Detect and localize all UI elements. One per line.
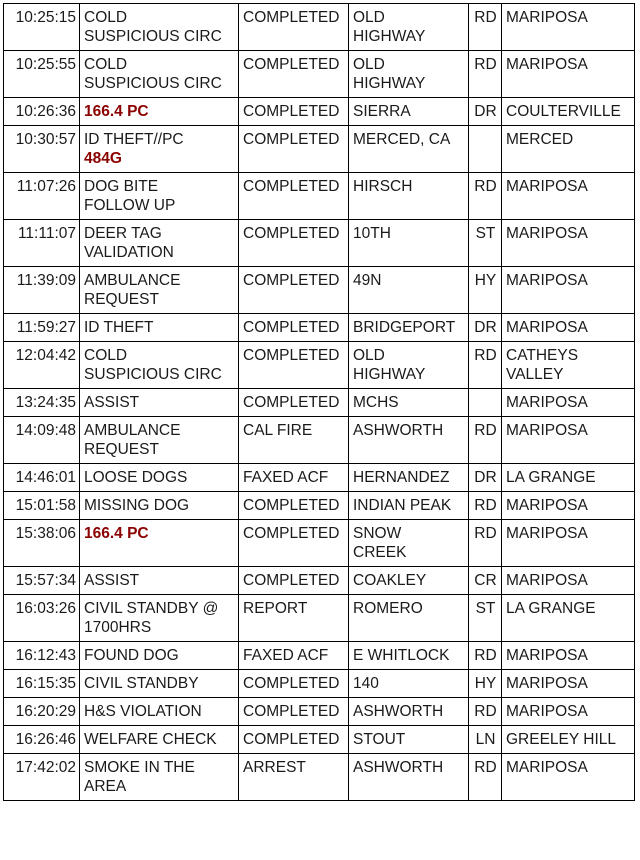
type-line: H&S VIOLATION	[84, 703, 202, 720]
city-cell	[502, 492, 635, 520]
street-line: 10TH	[353, 225, 391, 242]
table-row	[4, 726, 635, 754]
type-line: SMOKE IN THE	[84, 759, 195, 776]
incident-type-cell	[80, 567, 239, 595]
city-cell	[502, 98, 635, 126]
city-line: MARIPOSA	[506, 9, 588, 26]
type-line: SUSPICIOUS CIRC	[84, 75, 222, 92]
city-line: MARIPOSA	[506, 675, 588, 692]
city-cell	[502, 4, 635, 51]
city-line: MARIPOSA	[506, 56, 588, 73]
incident-type-cell	[80, 754, 239, 801]
time-cell: 11:59:27	[4, 314, 80, 342]
street-cell	[349, 267, 469, 314]
table-row	[4, 492, 635, 520]
street-suffix-cell: RD	[469, 754, 502, 801]
time-cell: 15:38:06	[4, 520, 80, 567]
street-suffix-cell: ST	[469, 220, 502, 267]
street-cell	[349, 220, 469, 267]
street-line: HERNANDEZ	[353, 469, 450, 486]
city-cell	[502, 314, 635, 342]
table-row	[4, 754, 635, 801]
street-cell	[349, 492, 469, 520]
city-cell	[502, 267, 635, 314]
incident-type-cell	[80, 595, 239, 642]
street-suffix-cell: RD	[469, 173, 502, 220]
street-line: ASHWORTH	[353, 759, 444, 776]
incident-type-cell	[80, 492, 239, 520]
time-cell: 10:25:15	[4, 4, 80, 51]
type-line: 166.4 PC	[84, 525, 149, 542]
city-cell	[502, 342, 635, 389]
street-suffix-cell: RD	[469, 520, 502, 567]
street-suffix-cell: DR	[469, 98, 502, 126]
city-line: MARIPOSA	[506, 572, 588, 589]
street-line: STOUT	[353, 731, 406, 748]
city-cell	[502, 220, 635, 267]
street-line: SIERRA	[353, 103, 411, 120]
street-line: 140	[353, 675, 379, 692]
table-row	[4, 389, 635, 417]
city-line: MERCED	[506, 131, 574, 148]
street-line: HIGHWAY	[353, 28, 426, 45]
incident-type-cell	[80, 417, 239, 464]
type-line: ID THEFT	[84, 319, 154, 336]
street-suffix-cell	[469, 126, 502, 173]
table-row	[4, 51, 635, 98]
street-cell	[349, 417, 469, 464]
city-line: MARIPOSA	[506, 272, 588, 289]
street-line: ASHWORTH	[353, 703, 444, 720]
street-suffix-cell	[469, 389, 502, 417]
table-row	[4, 642, 635, 670]
table-row	[4, 220, 635, 267]
type-line: COLD	[84, 347, 128, 364]
city-line: MARIPOSA	[506, 759, 588, 776]
time-cell: 11:39:09	[4, 267, 80, 314]
city-cell	[502, 173, 635, 220]
incident-type-cell	[80, 51, 239, 98]
street-suffix-cell: RD	[469, 698, 502, 726]
type-line: AMBULANCE	[84, 422, 181, 439]
status-cell: COMPLETED	[239, 389, 349, 417]
table-row	[4, 267, 635, 314]
incident-type-cell	[80, 726, 239, 754]
street-cell	[349, 389, 469, 417]
city-line: CATHEYS	[506, 347, 579, 364]
type-line: REQUEST	[84, 441, 159, 458]
time-cell: 10:26:36	[4, 98, 80, 126]
street-cell	[349, 98, 469, 126]
table-row	[4, 670, 635, 698]
street-cell	[349, 642, 469, 670]
street-suffix-cell: DR	[469, 314, 502, 342]
street-cell	[349, 464, 469, 492]
incident-type-cell	[80, 126, 239, 173]
street-cell	[349, 698, 469, 726]
street-line: BRIDGEPORT	[353, 319, 456, 336]
status-cell: FAXED ACF	[239, 464, 349, 492]
incident-type-cell	[80, 670, 239, 698]
time-cell: 15:01:58	[4, 492, 80, 520]
city-cell	[502, 642, 635, 670]
city-line: MARIPOSA	[506, 525, 588, 542]
street-suffix-cell: ST	[469, 595, 502, 642]
table-row	[4, 4, 635, 51]
type-line: ID THEFT//PC	[84, 131, 184, 148]
city-cell	[502, 754, 635, 801]
street-suffix-cell: RD	[469, 51, 502, 98]
status-cell: COMPLETED	[239, 520, 349, 567]
time-cell: 11:07:26	[4, 173, 80, 220]
status-cell: COMPLETED	[239, 726, 349, 754]
incident-type-cell	[80, 314, 239, 342]
status-cell: COMPLETED	[239, 4, 349, 51]
incident-type-cell	[80, 698, 239, 726]
table-row	[4, 342, 635, 389]
time-cell: 10:25:55	[4, 51, 80, 98]
city-cell	[502, 520, 635, 567]
status-cell: COMPLETED	[239, 670, 349, 698]
incident-type-cell	[80, 642, 239, 670]
table-row	[4, 173, 635, 220]
type-line: CIVIL STANDBY @	[84, 600, 219, 617]
incident-type-cell	[80, 342, 239, 389]
type-line: COLD	[84, 56, 128, 73]
city-cell	[502, 698, 635, 726]
street-suffix-cell: RD	[469, 342, 502, 389]
type-line: COLD	[84, 9, 128, 26]
city-line: MARIPOSA	[506, 178, 588, 195]
street-line: COAKLEY	[353, 572, 427, 589]
type-line: CIVIL STANDBY	[84, 675, 199, 692]
type-line: SUSPICIOUS CIRC	[84, 366, 222, 383]
type-line: LOOSE DOGS	[84, 469, 188, 486]
street-line: HIRSCH	[353, 178, 413, 195]
call-log-table	[3, 3, 635, 801]
street-line: CREEK	[353, 544, 407, 561]
type-line: 1700HRS	[84, 619, 152, 636]
incident-type-cell	[80, 4, 239, 51]
street-line: OLD	[353, 347, 385, 364]
status-cell: COMPLETED	[239, 492, 349, 520]
street-cell	[349, 726, 469, 754]
street-line: ROMERO	[353, 600, 423, 617]
street-cell	[349, 51, 469, 98]
city-line: MARIPOSA	[506, 647, 588, 664]
city-line: GREELEY HILL	[506, 731, 616, 748]
type-line: AREA	[84, 778, 127, 795]
street-cell	[349, 670, 469, 698]
street-line: ASHWORTH	[353, 422, 444, 439]
street-line: 49N	[353, 272, 382, 289]
time-cell: 16:20:29	[4, 698, 80, 726]
street-cell	[349, 4, 469, 51]
street-line: SNOW	[353, 525, 402, 542]
status-cell: COMPLETED	[239, 126, 349, 173]
status-cell: ARREST	[239, 754, 349, 801]
street-cell	[349, 754, 469, 801]
table-row	[4, 98, 635, 126]
street-suffix-cell: HY	[469, 670, 502, 698]
table-row	[4, 314, 635, 342]
street-cell	[349, 342, 469, 389]
city-line: MARIPOSA	[506, 394, 588, 411]
time-cell: 10:30:57	[4, 126, 80, 173]
city-cell	[502, 670, 635, 698]
table-row	[4, 698, 635, 726]
city-cell	[502, 126, 635, 173]
street-suffix-cell: CR	[469, 567, 502, 595]
city-cell	[502, 51, 635, 98]
incident-type-cell	[80, 464, 239, 492]
incident-type-cell	[80, 389, 239, 417]
street-cell	[349, 173, 469, 220]
street-suffix-cell: RD	[469, 417, 502, 464]
street-cell	[349, 567, 469, 595]
city-line: MARIPOSA	[506, 225, 588, 242]
table-row	[4, 126, 635, 173]
table-row	[4, 417, 635, 464]
street-line: MERCED, CA	[353, 131, 451, 148]
street-suffix-cell: RD	[469, 642, 502, 670]
status-cell: COMPLETED	[239, 173, 349, 220]
street-cell	[349, 314, 469, 342]
city-line: COULTERVILLE	[506, 103, 621, 120]
time-cell: 12:04:42	[4, 342, 80, 389]
type-line: FOUND DOG	[84, 647, 179, 664]
time-cell: 16:12:43	[4, 642, 80, 670]
street-cell	[349, 126, 469, 173]
street-suffix-cell: RD	[469, 4, 502, 51]
city-cell	[502, 567, 635, 595]
status-cell: COMPLETED	[239, 567, 349, 595]
type-line: 166.4 PC	[84, 103, 149, 120]
street-line: HIGHWAY	[353, 75, 426, 92]
time-cell: 16:15:35	[4, 670, 80, 698]
time-cell: 13:24:35	[4, 389, 80, 417]
street-suffix-cell: LN	[469, 726, 502, 754]
status-cell: COMPLETED	[239, 342, 349, 389]
type-line: DEER TAG	[84, 225, 162, 242]
table-row	[4, 567, 635, 595]
call-log-body	[4, 4, 635, 801]
city-line: LA GRANGE	[506, 469, 596, 486]
type-line: MISSING DOG	[84, 497, 190, 514]
type-line: WELFARE CHECK	[84, 731, 217, 748]
street-line: MCHS	[353, 394, 399, 411]
time-cell: 11:11:07	[4, 220, 80, 267]
incident-type-cell	[80, 520, 239, 567]
type-line: VALIDATION	[84, 244, 174, 261]
time-cell: 17:42:02	[4, 754, 80, 801]
city-line: LA GRANGE	[506, 600, 596, 617]
city-cell	[502, 417, 635, 464]
city-line: MARIPOSA	[506, 703, 588, 720]
street-suffix-cell: DR	[469, 464, 502, 492]
street-line: HIGHWAY	[353, 366, 426, 383]
street-suffix-cell: RD	[469, 492, 502, 520]
status-cell: REPORT	[239, 595, 349, 642]
status-cell: CAL FIRE	[239, 417, 349, 464]
city-cell	[502, 726, 635, 754]
status-cell: COMPLETED	[239, 698, 349, 726]
status-cell: COMPLETED	[239, 314, 349, 342]
street-line: INDIAN PEAK	[353, 497, 452, 514]
type-line: FOLLOW UP	[84, 197, 176, 214]
time-cell: 15:57:34	[4, 567, 80, 595]
city-cell	[502, 595, 635, 642]
city-line: MARIPOSA	[506, 422, 588, 439]
type-line: ASSIST	[84, 572, 140, 589]
city-line: VALLEY	[506, 366, 564, 383]
city-cell	[502, 389, 635, 417]
type-line: 484G	[84, 150, 122, 167]
type-line: SUSPICIOUS CIRC	[84, 28, 222, 45]
city-line: MARIPOSA	[506, 497, 588, 514]
table-row	[4, 520, 635, 567]
status-cell: COMPLETED	[239, 267, 349, 314]
time-cell: 14:46:01	[4, 464, 80, 492]
status-cell: COMPLETED	[239, 220, 349, 267]
street-cell	[349, 595, 469, 642]
incident-type-cell	[80, 98, 239, 126]
street-line: E WHITLOCK	[353, 647, 450, 664]
status-cell: COMPLETED	[239, 98, 349, 126]
street-line: OLD	[353, 9, 385, 26]
table-row	[4, 595, 635, 642]
type-line: REQUEST	[84, 291, 159, 308]
type-line: DOG BITE	[84, 178, 159, 195]
status-cell: FAXED ACF	[239, 642, 349, 670]
incident-type-cell	[80, 173, 239, 220]
city-line: MARIPOSA	[506, 319, 588, 336]
table-row	[4, 464, 635, 492]
time-cell: 14:09:48	[4, 417, 80, 464]
time-cell: 16:26:46	[4, 726, 80, 754]
time-cell: 16:03:26	[4, 595, 80, 642]
type-line: ASSIST	[84, 394, 140, 411]
street-cell	[349, 520, 469, 567]
status-cell: COMPLETED	[239, 51, 349, 98]
street-line: OLD	[353, 56, 385, 73]
type-line: AMBULANCE	[84, 272, 181, 289]
street-suffix-cell: HY	[469, 267, 502, 314]
incident-type-cell	[80, 267, 239, 314]
incident-type-cell	[80, 220, 239, 267]
city-cell	[502, 464, 635, 492]
